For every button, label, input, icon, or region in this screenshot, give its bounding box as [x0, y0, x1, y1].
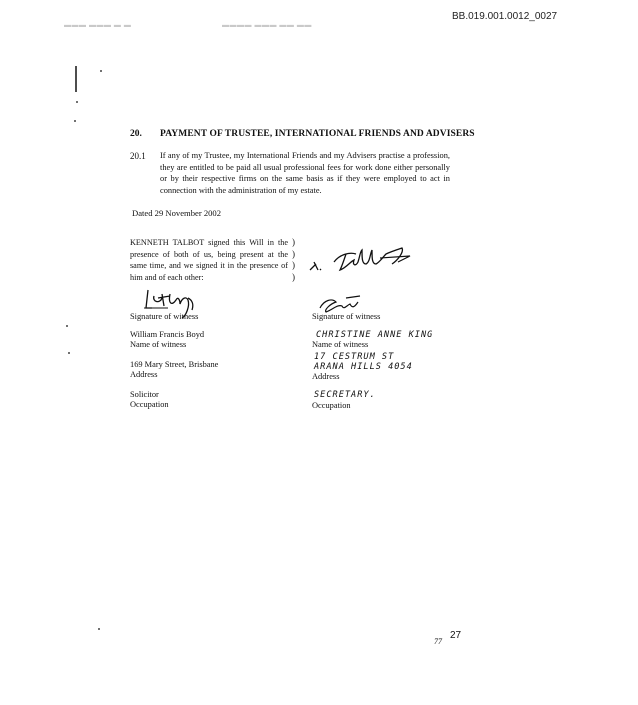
section-title: PAYMENT OF TRUSTEE, INTERNATIONAL FRIENDS AND ADVISERS — [160, 129, 475, 139]
attestation-brackets — [292, 237, 295, 283]
bracket: ) — [292, 260, 295, 271]
speck — [98, 628, 100, 630]
left-witness-address: 169 Mary Street, Brisbane — [130, 360, 219, 369]
right-occupation-label: Occupation — [312, 401, 351, 410]
document-id: BB.019.001.0012_0027 — [452, 11, 558, 22]
bracket: ) — [292, 237, 295, 247]
faint-header-mark-right: ▬▬▬▬ ▬▬▬ ▬▬ ▬▬ — [222, 22, 312, 29]
bracket: ) — [292, 248, 295, 259]
section-number: 20. — [130, 129, 142, 139]
speck — [66, 325, 68, 327]
right-witness-address-line1: 17 CESTRUM ST — [314, 352, 395, 362]
margin-scribble: 77 — [434, 637, 442, 646]
margin-mark — [74, 66, 78, 92]
left-signature-label: Signature of witness — [130, 312, 199, 321]
left-address-label: Address — [130, 370, 158, 379]
right-signature-label: Signature of witness — [312, 312, 381, 321]
left-witness-name: William Francis Boyd — [130, 330, 205, 339]
right-witness-occupation: SECRETARY. — [314, 390, 376, 400]
page-number: 27 — [450, 630, 462, 641]
right-witness-name: CHRISTINE ANNE KING — [316, 330, 434, 340]
clause-text: If any of my Trustee, my International Friends and my Advisers practise a profession, they are entitled to be paid all usual professional fees for work done either personally or by their respective firms on the same basis as if they were employed to act in connection with the administration of my estate. — [160, 151, 450, 195]
right-address-label: Address — [312, 372, 340, 381]
right-witness-address-line2: ARANA HILLS 4054 — [314, 362, 413, 372]
clause-number: 20.1 — [130, 151, 146, 161]
dated-line: Dated 29 November 2002 — [132, 208, 222, 218]
speck — [74, 120, 76, 122]
left-witness-occupation: Solicitor — [130, 390, 159, 399]
right-name-label: Name of witness — [312, 340, 369, 349]
left-occupation-label: Occupation — [130, 400, 169, 409]
speck — [76, 101, 78, 103]
speck — [68, 352, 70, 354]
attestation-clause: KENNETH TALBOT signed this Will in the presence of both of us, being present at the same time, and we signed it in the presence of him and of each other: — [130, 238, 288, 282]
bracket: ) — [292, 271, 295, 282]
left-name-label: Name of witness — [130, 340, 187, 349]
speck — [100, 70, 102, 72]
testator-signature — [306, 240, 416, 280]
faint-header-mark-left: ▬▬▬ ▬▬▬ ▬ ▬ — [64, 22, 132, 29]
